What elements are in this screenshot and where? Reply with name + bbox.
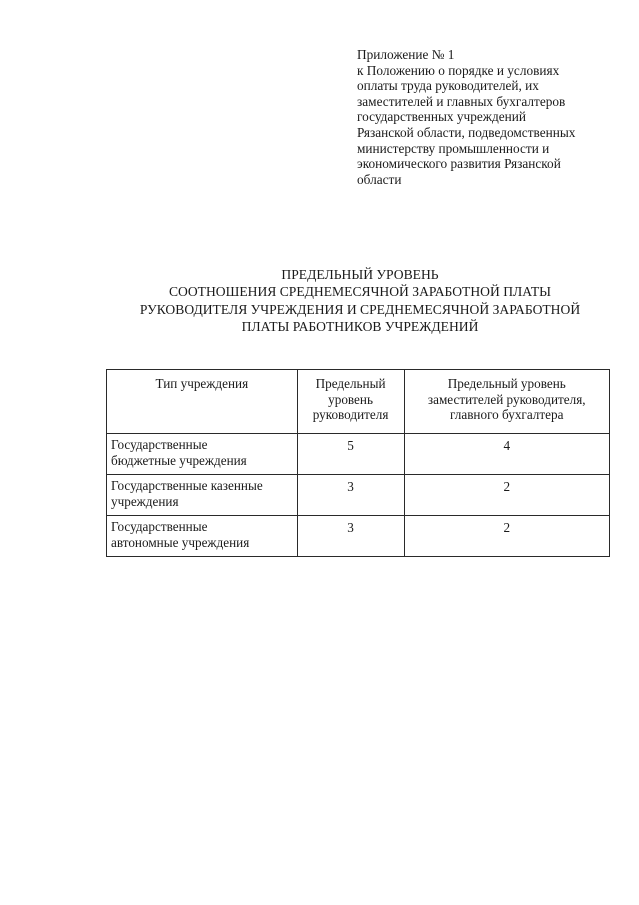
appendix-line: Приложение № 1 — [357, 47, 455, 62]
appendix-line: Рязанской области, подведомственных — [357, 124, 576, 140]
header-line: главного бухгалтера — [450, 407, 564, 423]
appendix-line: государственных учреждений — [357, 109, 526, 125]
header-deputy-limit — [404, 370, 610, 434]
type-line: автономные учреждения — [111, 534, 250, 550]
header-line: Предельный уровень — [447, 376, 566, 391]
title-line: ПРЕДЕЛЬНЫЙ УРОВЕНЬ — [281, 267, 439, 282]
appendix-note — [357, 47, 619, 187]
table-row — [107, 475, 610, 516]
cell-deputy-limit: 2 — [404, 516, 610, 557]
table-row — [107, 516, 610, 557]
header-line: Предельный — [315, 376, 386, 391]
limits-table — [106, 369, 610, 557]
cell-institution-type — [107, 516, 298, 557]
title-line: РУКОВОДИТЕЛЯ УЧРЕЖДЕНИЯ И СРЕДНЕМЕСЯЧНОЙ ЗАРАБОТНОЙ — [139, 301, 581, 317]
appendix-line: области — [357, 171, 402, 187]
cell-head-limit: 5 — [297, 434, 404, 475]
cell-head-limit: 3 — [297, 475, 404, 516]
document-title — [100, 266, 620, 336]
title-line: СООТНОШЕНИЯ СРЕДНЕМЕСЯЧНОЙ ЗАРАБОТНОЙ ПЛАТЫ — [168, 284, 552, 300]
cell-head-limit: 3 — [297, 516, 404, 557]
cell-institution-type — [107, 475, 298, 516]
appendix-line: министерству промышленности и — [357, 140, 550, 156]
type-line: учреждения — [111, 493, 179, 509]
header-head-limit — [297, 370, 404, 434]
header-text: Тип учреждения — [155, 376, 249, 391]
type-line: Государственные — [111, 519, 208, 534]
cell-institution-type — [107, 434, 298, 475]
cell-deputy-limit: 4 — [404, 434, 610, 475]
header-line: уровень — [328, 391, 373, 407]
cell-deputy-limit: 2 — [404, 475, 610, 516]
appendix-line: заместителей и главных бухгалтеров — [357, 93, 566, 109]
appendix-line: оплаты труда руководителей, их — [357, 78, 539, 94]
type-line: Государственные казенные — [111, 478, 263, 493]
type-line: бюджетные учреждения — [111, 452, 247, 468]
header-line: заместителей руководителя, — [427, 391, 586, 407]
header-institution-type — [107, 370, 298, 434]
title-line: ПЛАТЫ РАБОТНИКОВ УЧРЕЖДЕНИЙ — [241, 319, 479, 335]
type-line: Государственные — [111, 437, 208, 452]
appendix-line: экономического развития Рязанской — [357, 156, 561, 172]
header-line: руководителя — [312, 407, 389, 423]
table-header-row — [107, 370, 610, 434]
table-row — [107, 434, 610, 475]
appendix-line: к Положению о порядке и условиях — [357, 62, 560, 78]
